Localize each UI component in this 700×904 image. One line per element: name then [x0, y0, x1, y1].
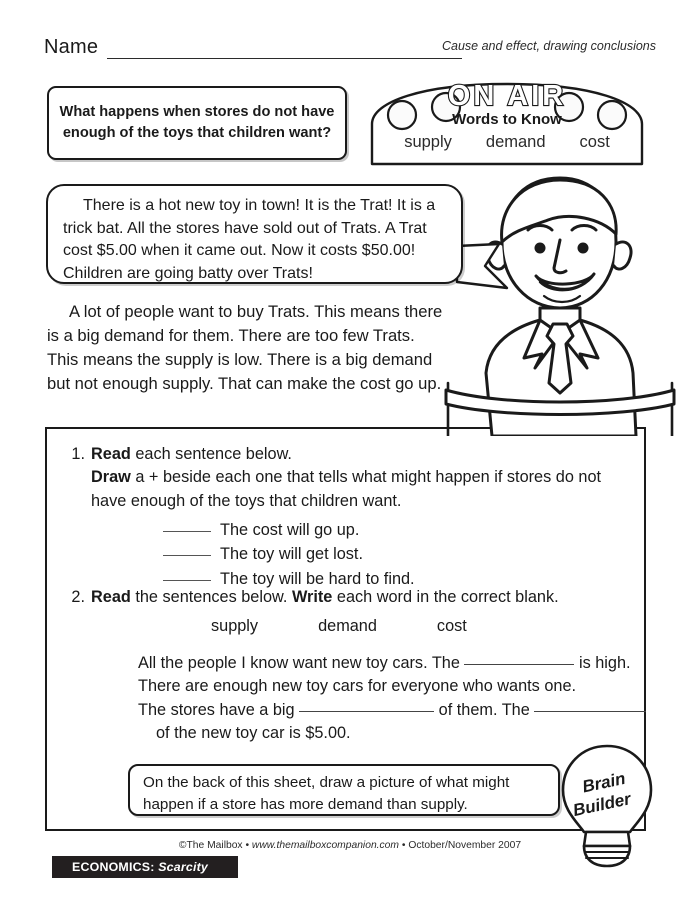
choice-answer-blank[interactable]	[163, 531, 211, 532]
question-box	[47, 86, 347, 160]
brain-builder-text: On the back of this sheet, draw a picture of what might happen if a store has more demand than supply.	[143, 774, 510, 813]
skill-label: Cause and effect, drawing conclusions	[441, 39, 656, 53]
fill-sentence-4: of the new toy car is $5.00.	[156, 724, 351, 743]
item-1-choice-list	[163, 518, 623, 590]
item-2-line-1	[91, 586, 629, 609]
on-air-title: ON AIR	[447, 80, 567, 112]
activity-item-1	[63, 443, 623, 591]
fill-sentence-3-part-a: The stores have a big	[138, 700, 295, 719]
on-air-sign	[362, 78, 652, 166]
item-1-line-2	[91, 466, 623, 513]
fill-blank-2[interactable]	[299, 711, 434, 712]
item-1-line-1	[91, 443, 623, 466]
choice-answer-blank[interactable]	[163, 555, 211, 556]
word-bank-demand: demand	[318, 617, 377, 636]
news-anchor-illustration	[440, 168, 680, 436]
fill-sentence-1-part-a: All the people I know want new toy cars. The	[138, 653, 460, 672]
item-2-verb-write: Write	[291, 588, 333, 606]
choice-text: The toy will be hard to find.	[220, 569, 415, 588]
item-1-verb-draw: Draw	[91, 468, 131, 487]
item-1-body	[91, 443, 623, 591]
brain-builder-label-line2: Builder	[571, 789, 633, 821]
choice-text: The cost will go up.	[220, 521, 360, 540]
item-2-verb-read: Read	[91, 588, 131, 606]
fill-sentence-3-part-b: of them. The	[438, 700, 530, 719]
subject-tag	[52, 856, 238, 878]
subject-tag-prefix: ECONOMICS:	[72, 860, 159, 874]
vocab-word-demand: demand	[485, 133, 546, 151]
body-paragraph-text: A lot of people want to buy Trats. This means there is a big demand for them. There are too few Trats. This means the supply is low. There is a big demand but not enough supply. That can make the cost go up.	[47, 302, 443, 394]
speech-bubble	[46, 184, 463, 284]
fill-sentence-3	[138, 699, 629, 722]
vocab-word-supply: supply	[404, 133, 452, 151]
name-row	[44, 36, 656, 62]
word-bank-supply: supply	[211, 617, 259, 636]
name-label: Name	[44, 36, 99, 58]
subject-tag-topic: Scarcity	[158, 860, 209, 874]
item-2-line-1-rest: each word in the correct blank.	[332, 588, 559, 606]
speech-bubble-tail	[455, 240, 515, 295]
credit-issue: • October/November 2007	[399, 840, 522, 851]
item-2-line-1-mid: the sentences below.	[130, 588, 292, 606]
word-bank	[211, 615, 629, 638]
speech-bubble-text: There is a hot new toy in town! It is the Trat! It is a trick bat. All the stores have sold out of Trats. A Trat cost $5.00 when it came out. Now it costs $50.00! Children are going batty over Trats!	[63, 197, 436, 282]
brain-builder-label-line1: Brain	[580, 768, 628, 797]
vocab-word-cost: cost	[579, 133, 610, 151]
lightbulb-icon	[558, 740, 656, 872]
fill-in-sentences	[138, 652, 629, 746]
item-1-number: 1.	[71, 445, 85, 463]
fill-blank-1[interactable]	[464, 664, 574, 665]
fill-sentence-1	[138, 652, 629, 675]
fill-sentence-2: There are enough new toy cars for everyone who wants one.	[138, 677, 577, 696]
choice-row	[163, 518, 623, 542]
choice-answer-blank[interactable]	[163, 580, 211, 581]
choice-text: The toy will get lost.	[220, 545, 363, 564]
item-2-number: 2.	[71, 588, 85, 606]
words-to-know-label: Words to Know	[452, 111, 562, 128]
vocabulary-list	[362, 133, 652, 152]
choice-row	[163, 542, 623, 566]
name-write-line[interactable]	[107, 58, 462, 59]
item-2-body	[91, 586, 629, 746]
question-text: What happens when stores do not have enough of the toys that children want?	[59, 104, 335, 141]
fill-sentence-1-part-b: is high.	[578, 653, 631, 672]
credit-copyright: ©The Mailbox •	[178, 840, 252, 851]
activity-item-2	[63, 586, 629, 746]
brain-builder-box	[128, 764, 560, 816]
body-paragraph	[47, 300, 447, 396]
credit-url: www.themailboxcompanion.com	[251, 840, 399, 851]
word-bank-cost: cost	[436, 617, 467, 636]
fill-blank-3[interactable]	[534, 711, 646, 712]
item-1-verb-read: Read	[91, 445, 131, 463]
item-1-line-1-rest: each sentence below.	[130, 445, 292, 463]
item-1-line-2-rest: a + beside each one that tells what might happen if stores do not have enough of the toys that children want.	[91, 468, 602, 510]
